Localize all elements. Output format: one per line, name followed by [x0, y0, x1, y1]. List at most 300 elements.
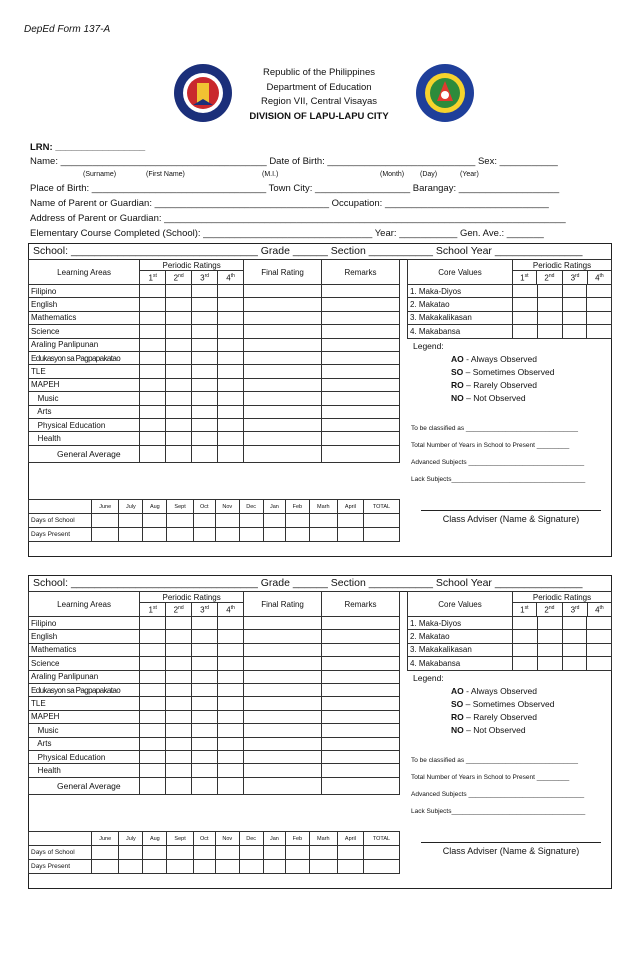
rating-cell[interactable]: [244, 378, 322, 391]
attendance-cell[interactable]: [309, 514, 337, 528]
attendance-cell[interactable]: [119, 514, 143, 528]
rating-cell[interactable]: [244, 338, 322, 351]
rating-cell[interactable]: [140, 432, 166, 445]
rating-cell[interactable]: [166, 697, 192, 710]
rating-cell[interactable]: [218, 697, 244, 710]
rating-cell[interactable]: [244, 405, 322, 418]
remarks-header: Remarks: [322, 260, 400, 285]
value-rating-cell[interactable]: [562, 298, 587, 311]
rating-cell[interactable]: [244, 418, 322, 431]
average-cell[interactable]: [244, 777, 322, 794]
rating-cell[interactable]: [140, 737, 166, 750]
parent-field: Name of Parent or Guardian: _________________________________ Occupation: _______________________________: [30, 198, 549, 209]
rating-cell[interactable]: [166, 285, 192, 298]
rating-cell[interactable]: [218, 405, 244, 418]
cv-q3-header: 3rd: [563, 271, 588, 285]
rating-cell[interactable]: [192, 670, 218, 683]
rating-cell[interactable]: [166, 365, 192, 378]
core-values-table: [407, 259, 612, 285]
rating-cell[interactable]: [166, 710, 192, 723]
value-rating-cell[interactable]: [562, 285, 587, 298]
value-rating-cell[interactable]: [587, 298, 612, 311]
rating-cell[interactable]: [322, 378, 400, 391]
name-sub-surname: (Surname): [83, 171, 117, 178]
rating-cell[interactable]: [244, 432, 322, 445]
subject-name: English: [29, 630, 140, 643]
rating-cell[interactable]: [166, 643, 192, 656]
rating-cell[interactable]: [140, 643, 166, 656]
rating-cell[interactable]: [140, 405, 166, 418]
general-average-label: General Average: [29, 445, 140, 462]
attendance-cell[interactable]: [263, 514, 285, 528]
rating-cell[interactable]: [244, 724, 322, 737]
rating-cell[interactable]: [166, 418, 192, 431]
legend-text: – Rarely Observed: [463, 712, 537, 722]
legend-code: SO: [451, 699, 464, 709]
attendance-cell[interactable]: [215, 528, 239, 542]
rating-cell[interactable]: [140, 418, 166, 431]
rating-cell[interactable]: [192, 365, 218, 378]
rating-cell[interactable]: [244, 617, 322, 630]
attendance-cell[interactable]: [167, 860, 193, 874]
value-rating-cell[interactable]: [537, 298, 562, 311]
q4-header: 4th: [218, 603, 244, 617]
rating-cell[interactable]: [166, 764, 192, 777]
attendance-cell[interactable]: [263, 846, 285, 860]
value-rating-cell[interactable]: [513, 617, 538, 630]
rating-cell[interactable]: [322, 405, 400, 418]
attendance-cell[interactable]: [215, 846, 239, 860]
attendance-cell[interactable]: [286, 860, 309, 874]
rating-cell[interactable]: [244, 643, 322, 656]
attendance-cell[interactable]: [215, 860, 239, 874]
rating-cell[interactable]: [218, 750, 244, 763]
rating-cell[interactable]: [322, 365, 400, 378]
attendance-cell[interactable]: [337, 846, 363, 860]
rating-cell[interactable]: [244, 351, 322, 364]
month-header: Dec: [239, 832, 263, 846]
form-number: DepEd Form 137-A: [24, 24, 111, 35]
value-rating-cell[interactable]: [537, 630, 562, 643]
core-value-row: [408, 617, 612, 630]
value-rating-cell[interactable]: [562, 657, 587, 670]
value-rating-cell[interactable]: [562, 311, 587, 324]
subject-row: [29, 311, 400, 324]
attendance-cell[interactable]: [143, 514, 167, 528]
rating-cell[interactable]: [322, 617, 400, 630]
rating-cell[interactable]: [218, 643, 244, 656]
advanced-line: Advanced Subjects ________________________________: [411, 459, 585, 466]
rating-cell[interactable]: [192, 724, 218, 737]
rating-cell[interactable]: [244, 285, 322, 298]
attendance-row: [29, 528, 400, 542]
rating-cell[interactable]: [192, 697, 218, 710]
attendance-cell[interactable]: [193, 846, 215, 860]
rating-cell[interactable]: [192, 351, 218, 364]
value-rating-cell[interactable]: [562, 630, 587, 643]
value-rating-cell[interactable]: [587, 643, 612, 656]
attendance-cell[interactable]: [143, 528, 167, 542]
value-rating-cell[interactable]: [537, 643, 562, 656]
rating-cell[interactable]: [192, 311, 218, 324]
month-header: TOTAL: [363, 500, 399, 514]
rating-cell[interactable]: [166, 670, 192, 683]
rating-cell[interactable]: [166, 724, 192, 737]
rating-cell[interactable]: [166, 311, 192, 324]
advanced-line: Advanced Subjects ________________________________: [411, 791, 585, 798]
rating-cell[interactable]: [166, 683, 192, 696]
average-cell[interactable]: [322, 445, 400, 462]
month-header: April: [337, 500, 363, 514]
core-value-row: [408, 657, 612, 670]
rating-cell[interactable]: [244, 365, 322, 378]
attendance-cell[interactable]: [239, 528, 263, 542]
core-values-header: Core Values: [408, 260, 513, 285]
subject-row: [29, 298, 400, 311]
value-rating-cell[interactable]: [513, 630, 538, 643]
value-rating-cell[interactable]: [537, 657, 562, 670]
attendance-cell[interactable]: [92, 860, 119, 874]
rating-cell[interactable]: [192, 432, 218, 445]
value-rating-cell[interactable]: [513, 311, 538, 324]
rating-cell[interactable]: [166, 657, 192, 670]
rating-cell[interactable]: [192, 750, 218, 763]
rating-cell[interactable]: [192, 405, 218, 418]
rating-cell[interactable]: [218, 311, 244, 324]
attendance-cell[interactable]: [363, 514, 399, 528]
month-header: July: [119, 500, 143, 514]
attendance-cell[interactable]: [193, 514, 215, 528]
rating-cell[interactable]: [218, 657, 244, 670]
subject-row: [29, 325, 400, 338]
attendance-cell[interactable]: [309, 860, 337, 874]
general-average-row: [29, 445, 400, 462]
attendance-cell[interactable]: [239, 514, 263, 528]
rating-cell[interactable]: [140, 378, 166, 391]
attendance-label: Days of School: [29, 514, 92, 528]
rating-cell[interactable]: [192, 617, 218, 630]
month-header: Oct: [193, 500, 215, 514]
rating-cell[interactable]: [244, 311, 322, 324]
rating-cell[interactable]: [192, 630, 218, 643]
subject-name: MAPEH: [29, 710, 140, 723]
subject-row: [29, 697, 400, 710]
core-value-name: 1. Maka-Diyos: [408, 285, 513, 298]
rating-cell[interactable]: [140, 683, 166, 696]
rating-cell[interactable]: [140, 285, 166, 298]
attendance-cell[interactable]: [309, 846, 337, 860]
rating-cell[interactable]: [322, 351, 400, 364]
rating-cell[interactable]: [218, 325, 244, 338]
rating-cell[interactable]: [166, 630, 192, 643]
rating-cell[interactable]: [244, 670, 322, 683]
average-cell[interactable]: [166, 777, 192, 794]
rating-cell[interactable]: [244, 298, 322, 311]
value-rating-cell[interactable]: [513, 298, 538, 311]
rating-cell[interactable]: [244, 750, 322, 763]
average-cell[interactable]: [218, 777, 244, 794]
general-average-label: General Average: [29, 777, 140, 794]
value-rating-cell[interactable]: [537, 617, 562, 630]
rating-cell[interactable]: [322, 657, 400, 670]
rating-cell[interactable]: [322, 643, 400, 656]
rating-cell[interactable]: [218, 710, 244, 723]
rating-cell[interactable]: [166, 432, 192, 445]
rating-cell[interactable]: [218, 338, 244, 351]
value-rating-cell[interactable]: [587, 617, 612, 630]
attendance-row: [29, 514, 400, 528]
rating-cell[interactable]: [166, 737, 192, 750]
attendance-cell[interactable]: [239, 860, 263, 874]
legend-title: Legend:: [413, 673, 444, 683]
attendance-cell[interactable]: [143, 846, 167, 860]
rating-cell[interactable]: [166, 405, 192, 418]
rating-cell[interactable]: [192, 764, 218, 777]
month-header: Aug: [143, 832, 167, 846]
adviser-label: Class Adviser (Name & Signature): [442, 514, 580, 524]
attendance-cell[interactable]: [167, 528, 193, 542]
rating-cell[interactable]: [322, 630, 400, 643]
rating-cell[interactable]: [322, 750, 400, 763]
subject-row: [29, 418, 400, 431]
rating-cell[interactable]: [322, 697, 400, 710]
attendance-corner: [29, 832, 92, 846]
attendance-cell[interactable]: [337, 528, 363, 542]
month-header: Sept: [167, 832, 193, 846]
rating-cell[interactable]: [218, 418, 244, 431]
value-rating-cell[interactable]: [513, 285, 538, 298]
rating-cell[interactable]: [140, 325, 166, 338]
average-cell[interactable]: [322, 777, 400, 794]
attendance-table: [28, 831, 400, 874]
rating-cell[interactable]: [322, 418, 400, 431]
value-rating-cell[interactable]: [513, 643, 538, 656]
rating-cell[interactable]: [322, 311, 400, 324]
rating-cell[interactable]: [192, 298, 218, 311]
rating-cell[interactable]: [140, 697, 166, 710]
rating-cell[interactable]: [218, 392, 244, 405]
rating-cell[interactable]: [166, 392, 192, 405]
rating-cell[interactable]: [218, 298, 244, 311]
attendance-cell[interactable]: [119, 846, 143, 860]
rating-cell[interactable]: [244, 392, 322, 405]
value-rating-cell[interactable]: [537, 325, 562, 338]
rating-cell[interactable]: [322, 392, 400, 405]
legend-item: [451, 685, 554, 698]
periodic-ratings-header: Periodic Ratings: [140, 260, 244, 271]
document-header: [210, 66, 428, 124]
birth-field: Place of Birth: _________________________________ Town City: __________________ Barangay: ___________________: [30, 183, 560, 194]
rating-cell[interactable]: [192, 325, 218, 338]
value-rating-cell[interactable]: [513, 657, 538, 670]
rating-cell[interactable]: [192, 338, 218, 351]
rating-cell[interactable]: [140, 298, 166, 311]
attendance-cell[interactable]: [215, 514, 239, 528]
rating-cell[interactable]: [140, 724, 166, 737]
attendance-cell[interactable]: [263, 528, 285, 542]
attendance-cell[interactable]: [92, 846, 119, 860]
rating-cell[interactable]: [166, 617, 192, 630]
rating-cell[interactable]: [140, 630, 166, 643]
rating-cell[interactable]: [192, 392, 218, 405]
attendance-cell[interactable]: [286, 846, 309, 860]
legend-item: [451, 366, 554, 379]
rating-cell[interactable]: [192, 378, 218, 391]
attendance-cell[interactable]: [337, 514, 363, 528]
attendance-cell[interactable]: [193, 528, 215, 542]
learning-areas-header: Learning Areas: [29, 260, 140, 285]
average-cell[interactable]: [140, 777, 166, 794]
subject-name: Music: [29, 724, 140, 737]
rating-cell[interactable]: [218, 670, 244, 683]
average-cell[interactable]: [244, 445, 322, 462]
rating-cell[interactable]: [166, 325, 192, 338]
rating-cell[interactable]: [218, 351, 244, 364]
rating-cell[interactable]: [140, 392, 166, 405]
rating-cell[interactable]: [192, 643, 218, 656]
subjects-table: [28, 616, 400, 795]
attendance-cell[interactable]: [363, 860, 399, 874]
rating-cell[interactable]: [218, 285, 244, 298]
rating-cell[interactable]: [218, 365, 244, 378]
rating-cell[interactable]: [192, 418, 218, 431]
rating-cell[interactable]: [322, 724, 400, 737]
rating-cell[interactable]: [244, 630, 322, 643]
value-rating-cell[interactable]: [537, 311, 562, 324]
rating-cell[interactable]: [322, 764, 400, 777]
rating-cell[interactable]: [244, 325, 322, 338]
attendance-cell[interactable]: [337, 860, 363, 874]
attendance-cell[interactable]: [92, 528, 119, 542]
attendance-cell[interactable]: [363, 846, 399, 860]
rating-cell[interactable]: [322, 338, 400, 351]
rating-cell[interactable]: [218, 683, 244, 696]
rating-cell[interactable]: [218, 617, 244, 630]
value-rating-cell[interactable]: [587, 285, 612, 298]
classified-line: To be classified as _______________________________: [411, 757, 578, 764]
rating-cell[interactable]: [218, 724, 244, 737]
rating-cell[interactable]: [166, 298, 192, 311]
rating-cell[interactable]: [192, 737, 218, 750]
rating-cell[interactable]: [192, 657, 218, 670]
attendance-cell[interactable]: [309, 528, 337, 542]
attendance-cell[interactable]: [263, 860, 285, 874]
rating-cell[interactable]: [140, 338, 166, 351]
rating-cell[interactable]: [140, 617, 166, 630]
rating-cell[interactable]: [322, 325, 400, 338]
attendance-cell[interactable]: [167, 846, 193, 860]
average-cell[interactable]: [166, 445, 192, 462]
subject-row: [29, 724, 400, 737]
rating-cell[interactable]: [192, 285, 218, 298]
value-rating-cell[interactable]: [587, 657, 612, 670]
attendance-cell[interactable]: [119, 860, 143, 874]
rating-cell[interactable]: [322, 683, 400, 696]
rating-cell[interactable]: [166, 378, 192, 391]
value-rating-cell[interactable]: [587, 630, 612, 643]
rating-cell[interactable]: [192, 710, 218, 723]
rating-cell[interactable]: [218, 432, 244, 445]
rating-cell[interactable]: [322, 710, 400, 723]
average-cell[interactable]: [140, 445, 166, 462]
value-rating-cell[interactable]: [537, 285, 562, 298]
value-rating-cell[interactable]: [562, 325, 587, 338]
rating-cell[interactable]: [244, 683, 322, 696]
rating-cell[interactable]: [218, 630, 244, 643]
rating-cell[interactable]: [322, 670, 400, 683]
rating-cell[interactable]: [322, 285, 400, 298]
value-rating-cell[interactable]: [587, 325, 612, 338]
value-rating-cell[interactable]: [587, 311, 612, 324]
attendance-cell[interactable]: [286, 514, 309, 528]
years-line: Total Number of Years in School to Present _________: [411, 442, 570, 449]
subject-name: Science: [29, 657, 140, 670]
average-cell[interactable]: [218, 445, 244, 462]
q2-header: 2nd: [166, 603, 192, 617]
rating-cell[interactable]: [140, 351, 166, 364]
subject-row: [29, 285, 400, 298]
attendance-cell[interactable]: [143, 860, 167, 874]
remarks-header: Remarks: [322, 592, 400, 617]
rating-cell[interactable]: [166, 338, 192, 351]
rating-cell[interactable]: [244, 710, 322, 723]
rating-cell[interactable]: [192, 683, 218, 696]
attendance-cell[interactable]: [363, 528, 399, 542]
rating-cell[interactable]: [322, 298, 400, 311]
rating-cell[interactable]: [140, 710, 166, 723]
rating-cell[interactable]: [140, 764, 166, 777]
rating-cell[interactable]: [166, 351, 192, 364]
subject-name: Edukasyon sa Pagpapakatao: [29, 683, 140, 696]
rating-cell[interactable]: [140, 670, 166, 683]
core-value-row: [408, 643, 612, 656]
rating-cell[interactable]: [140, 657, 166, 670]
value-rating-cell[interactable]: [562, 643, 587, 656]
name-sub-mi: (M.I.): [262, 171, 279, 178]
rating-cell[interactable]: [140, 365, 166, 378]
rating-cell[interactable]: [218, 764, 244, 777]
attendance-label: Days Present: [29, 860, 92, 874]
rating-cell[interactable]: [140, 311, 166, 324]
q3-header: 3rd: [192, 271, 218, 285]
attendance-cell[interactable]: [92, 514, 119, 528]
attendance-cell[interactable]: [167, 514, 193, 528]
rating-cell[interactable]: [218, 737, 244, 750]
rating-cell[interactable]: [322, 737, 400, 750]
name-field: Name: _______________________________________ Date of Birth: ____________________________ Sex: ___________: [30, 156, 558, 167]
rating-cell[interactable]: [244, 764, 322, 777]
average-cell[interactable]: [192, 445, 218, 462]
rating-cell[interactable]: [322, 432, 400, 445]
month-header: Aug: [143, 500, 167, 514]
attendance-cell[interactable]: [286, 528, 309, 542]
average-cell[interactable]: [192, 777, 218, 794]
rating-cell[interactable]: [244, 657, 322, 670]
rating-cell[interactable]: [140, 750, 166, 763]
school-line: School: ________________________________ Grade ______ Section ___________ School Year _______________: [29, 244, 611, 260]
rating-cell[interactable]: [166, 750, 192, 763]
value-rating-cell[interactable]: [513, 325, 538, 338]
attendance-cell[interactable]: [119, 528, 143, 542]
core-value-name: 3. Makakalikasan: [408, 643, 513, 656]
rating-cell[interactable]: [244, 737, 322, 750]
value-rating-cell[interactable]: [562, 617, 587, 630]
adviser-signature: [413, 510, 609, 524]
rating-cell[interactable]: [244, 697, 322, 710]
attendance-cell[interactable]: [239, 846, 263, 860]
attendance-cell[interactable]: [193, 860, 215, 874]
rating-cell[interactable]: [218, 378, 244, 391]
